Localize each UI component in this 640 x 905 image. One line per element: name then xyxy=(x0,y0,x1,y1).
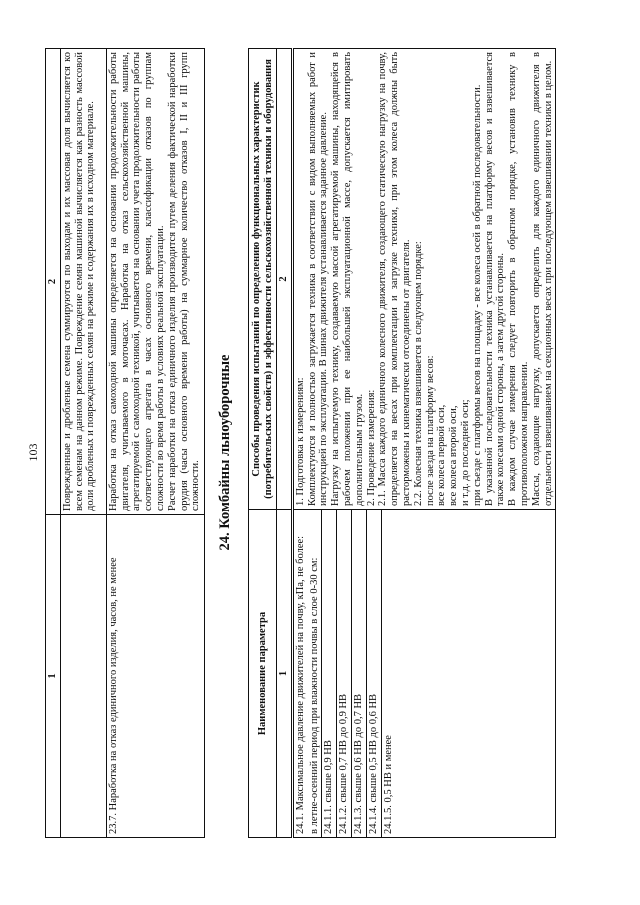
method-cell xyxy=(106,49,204,515)
method-text: Нагрузку на испытуемую технику, создаваемую массой агрегатируемой машины, находящейся в рабочем положении при ее наибольшей эксплуатационной массе, допускается имитировать дополнительным грузом. xyxy=(330,52,365,506)
method-text: Расчет наработки на отказ единичного изделия производится путем деления фактической наработки орудия (часы основного времени работы) на суммарное количество отказов I, II и III групп сложности. xyxy=(166,52,202,511)
flax-harvester-table xyxy=(248,48,556,838)
table-header-row xyxy=(46,49,61,838)
param-text: 24.1.3. свыше 0,6 НВ до 0,7 НВ xyxy=(352,510,367,837)
param-text: 24.1.1. свыше 0,9 НВ xyxy=(322,510,337,837)
method-text: все колеса первой оси, xyxy=(436,404,448,506)
method-text: Комплектуются и полностью загружается техника в соответствии с видом выполняемых работ и инструкцией по эксплуатации. В шинах движителя устанавливается заданное давление. xyxy=(306,52,330,506)
method-text: Массы, создающие нагрузку, допускается определить для каждого единичного движителя в отдельности взвешиванием на секционных весах при последующем взвешивании техники в целом. xyxy=(530,52,554,506)
param-text: 24.1. Максимальное давление движителей на почву, кПа, не более: xyxy=(294,535,306,834)
param-cell: 23.7. Наработка на отказ единичного изделия, часов, не менее xyxy=(106,515,204,838)
column-header-parameter: Наименование параметра xyxy=(249,510,277,838)
method-text: 2. Проведение измерения: xyxy=(365,389,377,506)
param-text: 24.1.4. свыше 0,5 НВ до 0,6 НВ xyxy=(367,510,382,837)
page-number: 103 xyxy=(26,443,40,462)
method-text: после заезда на платформу весов: xyxy=(424,355,436,506)
table-continued xyxy=(45,48,205,838)
method-text: 2.1. Масса каждого единичного колесного движителя, создающего статическую нагрузку на почву, определяется на весах при комплектации и загрузке техники, при этом колеса должны быть расторможены и кинематически отсоединены от двигателя. xyxy=(377,52,412,506)
table-row xyxy=(106,49,204,838)
method-text: и т.д. до последней оси; xyxy=(459,399,471,506)
method-text: все колеса второй оси, xyxy=(448,405,460,506)
column-number: 1 xyxy=(46,515,61,838)
method-text: при съезде с платформы весов на площадку - все колеса осей в обратной последовательности. xyxy=(471,84,483,506)
method-cell xyxy=(60,49,106,515)
column-number: 1 xyxy=(277,510,293,838)
param-text: 24.1.2. свыше 0,7 НВ до 0,9 НВ xyxy=(337,510,352,837)
column-number-row xyxy=(277,49,293,838)
method-text: 1. Подготовка к измерениям: xyxy=(294,377,306,506)
column-number: 2 xyxy=(46,49,61,515)
method-text: 2.2. Колесная техника взвешивается в следующем порядке: xyxy=(412,241,424,506)
method-text: Наработка на отказ самоходной машины определяется на основании продолжительности работы двигателя, учитываемого в моточасах. Наработка на отказ сельскохозяйственной машины, агрегатируемой с самоходной техникой, учитывается на основании учета продолжительности работы соответствующего агрегата в часах основного времени, классификации отказов по группам сложности во время работы в условиях реальной эксплуатации. xyxy=(107,52,166,511)
method-text: В указанной последовательности техника устанавливается на платформу весов и взвешивается также колесами одной стороны, а затем другой стороны. xyxy=(483,52,507,506)
method-cell xyxy=(292,49,556,510)
param-text: в летне-осенний период при влажности почвы в слое 0-30 см: xyxy=(308,510,323,837)
param-cell xyxy=(60,515,106,838)
table-row xyxy=(292,49,556,838)
param-text: 24.1.5. 0,5 НВ и менее xyxy=(382,735,394,834)
column-header-method: Способы проведения испытаний по определению функциональных характеристик (потребительских свойств) и эффективности сельскохозяйственной техники и оборудования xyxy=(249,49,277,510)
section-title: 24. Комбайны льноуборочные xyxy=(217,354,233,551)
table-header-row xyxy=(249,49,277,838)
method-text: В каждом случае измерения следует повторить в обратном порядке, установив технику в противоположном направлении. xyxy=(507,52,530,506)
table-row xyxy=(60,49,106,838)
param-cell xyxy=(292,510,556,838)
column-number: 2 xyxy=(277,49,293,510)
method-text: Поврежденные и дробленые семена суммируются по выходам и их массовая доля вычисляется ко всем семенам на данном режиме. Повреждение семян машиной вычисляется как разность массовой доли дробленых и поврежденных семян на режиме и содержания их в исходном материале. xyxy=(61,52,97,511)
